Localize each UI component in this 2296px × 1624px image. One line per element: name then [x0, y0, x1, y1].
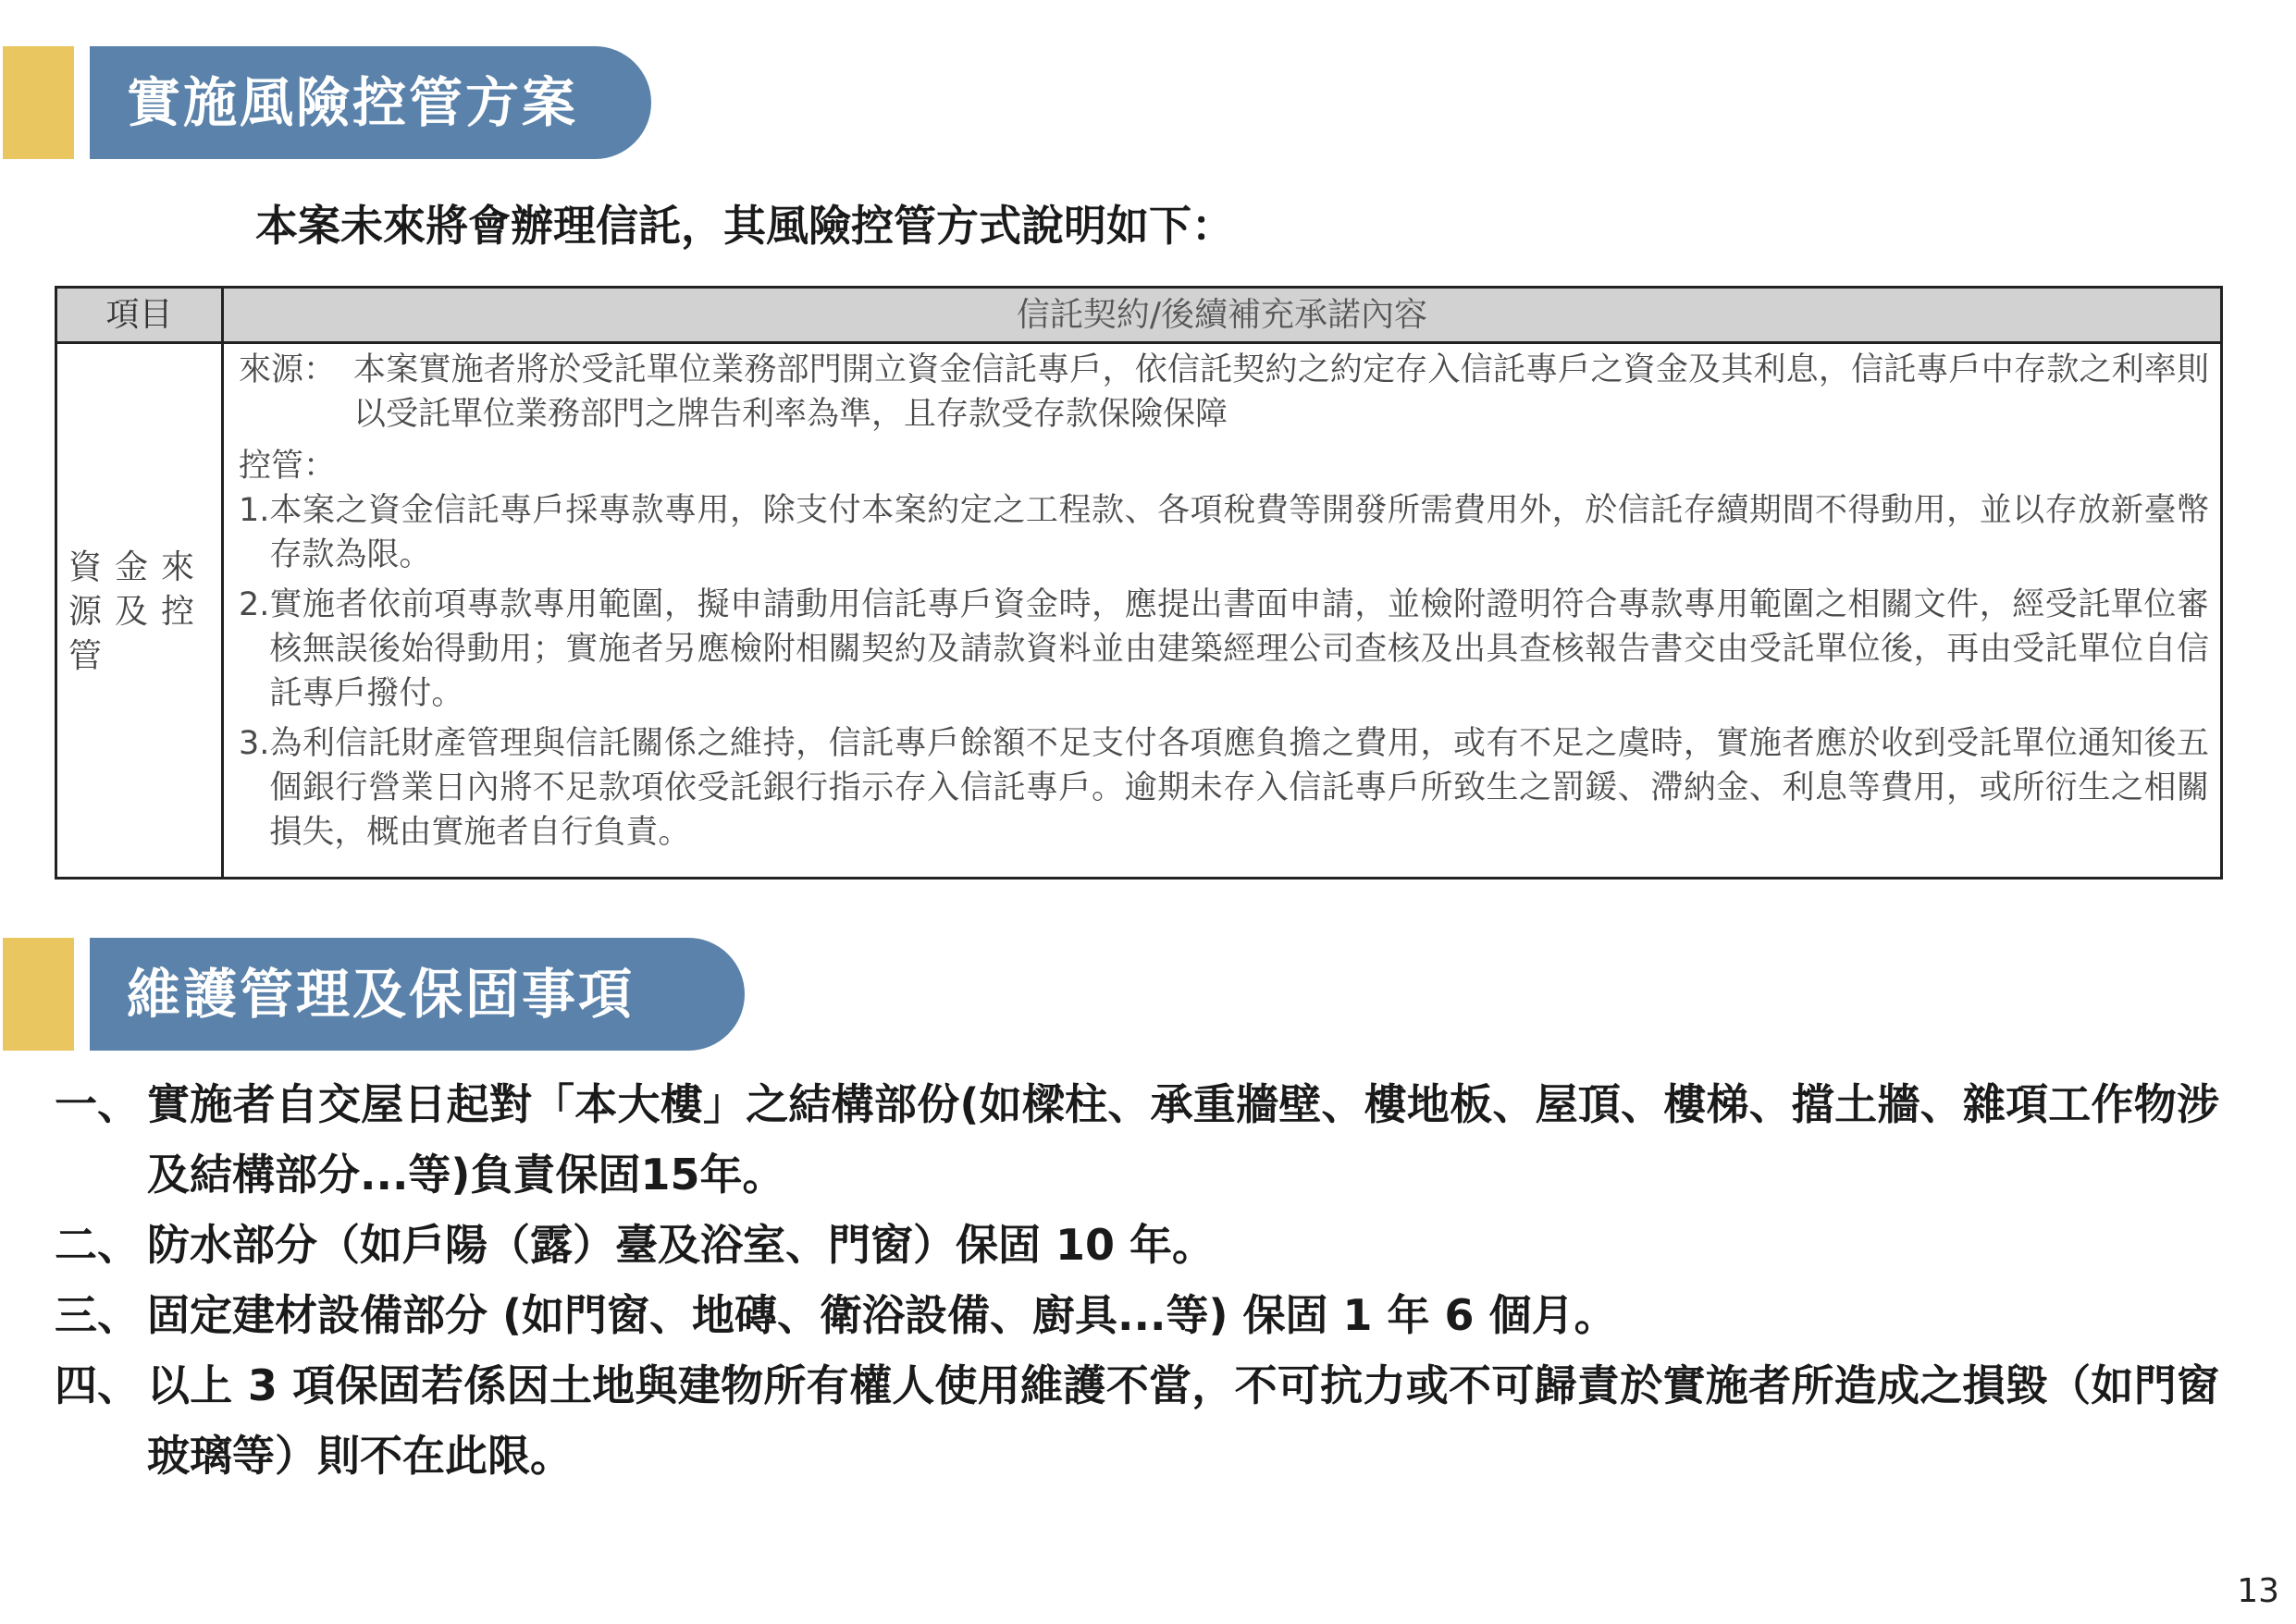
- warranty-item-text: 防水部分（如戶陽（露）臺及浴室、門窗）保固 10 年。: [147, 1220, 1216, 1270]
- intro-text: 本案未來將會辦理信託，其風險控管方式說明如下：: [255, 201, 1234, 251]
- table-divider: [221, 289, 224, 877]
- control-item-text: 本案之資金信託專戶採專款專用，除支付本案約定之工程款、各項稅費等開發所需費用外，於信託存續期間不得動用，並以存放新臺幣存款為限。: [269, 492, 2209, 573]
- source-row: [239, 348, 2209, 437]
- warranty-item-number: 一、: [55, 1079, 140, 1129]
- source-label: 來源：: [239, 351, 337, 388]
- warranty-item: [55, 1069, 2219, 1210]
- section-title: 維護管理及保固事項: [90, 938, 745, 1051]
- warranty-list: [55, 1069, 2219, 1491]
- table-header-content: 信託契約/後續補充承諾內容: [1016, 296, 1428, 334]
- warranty-item-number: 四、: [55, 1360, 140, 1410]
- warranty-item: [55, 1210, 2219, 1280]
- section-accent-bar: [3, 46, 74, 159]
- warranty-item-number: 三、: [55, 1290, 140, 1340]
- control-item: [239, 488, 2209, 577]
- control-item: [239, 721, 2209, 855]
- control-item-number: 1.: [239, 492, 270, 529]
- warranty-item: [55, 1280, 2219, 1350]
- table-category-cell: 資金來源及控管: [68, 548, 208, 675]
- warranty-item-text: 固定建材設備部分 (如門窗、地磚、衛浴設備、廚具...等) 保固 1 年 6 個月。: [147, 1290, 1617, 1340]
- control-item: [239, 583, 2209, 716]
- source-text: 本案實施者將於受託單位業務部門開立資金信託專戶，依信託契約之約定存入信託專戶之資金及其利息，信託專戶中存款之利率則以受託單位業務部門之牌告利率為準，且存款受存款保險保障: [353, 351, 2209, 433]
- page-number: 13: [2237, 1572, 2279, 1610]
- control-item-text: 為利信託財產管理與信託關係之維持，信託專戶餘額不足支付各項應負擔之費用，或有不足之虞時，實施者應於收到受託單位通知後五個銀行營業日內將不足款項依受託銀行指示存入信託專戶。逾期未存入信託專戶所致生之罰鍰、滯納金、利息等費用，或所衍生之相關損失，概由實施者自行負責。: [269, 725, 2209, 851]
- table-header-item: 項目: [105, 296, 173, 334]
- control-item-text: 實施者依前項專款專用範圍，擬申請動用信託專戶資金時，應提出書面申請，並檢附證明符合專款專用範圍之相關文件，經受託單位審核無誤後始得動用；實施者另應檢附相關契約及請款資料並由建築經理公司查核及出具查核報告書交由受託單位後，再由受託單位自信託專戶撥付。: [269, 586, 2209, 712]
- table-content-cell: [239, 348, 2209, 860]
- warranty-item-text: 實施者自交屋日起對「本大樓」之結構部份(如樑柱、承重牆壁、樓地板、屋頂、樓梯、擋土牆、雜項工作物涉及結構部分...等)負責保固15年。: [147, 1079, 2219, 1200]
- warranty-item-text: 以上 3 項保固若係因土地與建物所有權人使用維護不當，不可抗力或不可歸責於實施者所造成之損毀（如門窗玻璃等）則不在此限。: [147, 1360, 2219, 1481]
- control-item-number: 3.: [239, 725, 270, 762]
- warranty-item-number: 二、: [55, 1220, 140, 1270]
- warranty-item: [55, 1350, 2219, 1491]
- trust-control-table: [55, 286, 2223, 880]
- section-accent-bar: [3, 938, 74, 1051]
- control-label: 控管：: [239, 448, 337, 485]
- control-item-number: 2.: [239, 586, 270, 623]
- section-title: 實施風險控管方案: [90, 46, 651, 159]
